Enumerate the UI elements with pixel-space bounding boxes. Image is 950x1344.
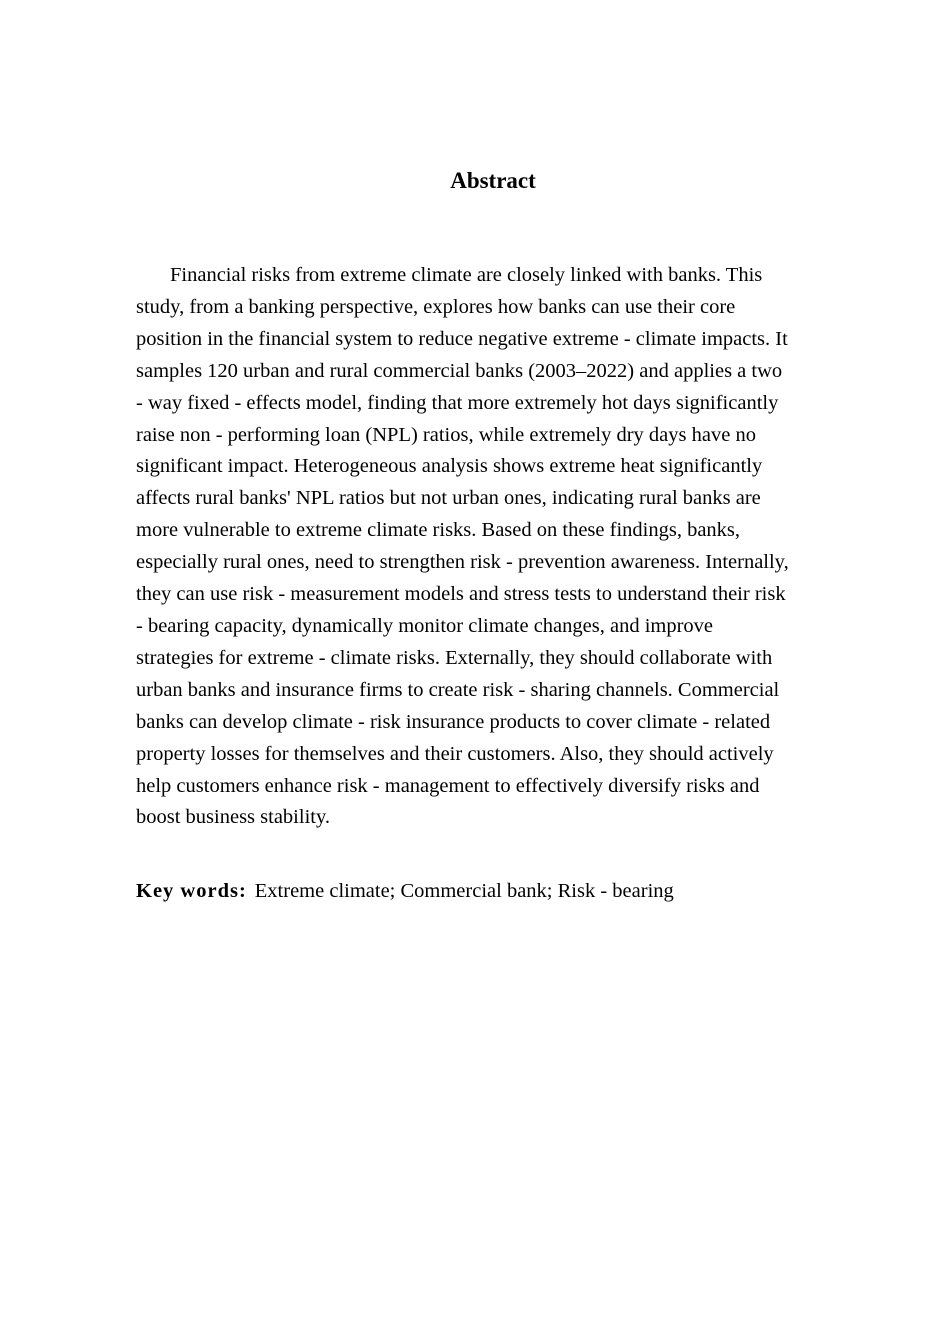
abstract-line: banks can develop climate - risk insurance products to cover climate - related [136,710,771,733]
abstract-line: they can use risk - measurement models and stress tests to understand their risk [136,583,786,606]
abstract-line: position in the financial system to reduce negative extreme - climate impacts. It [136,327,788,350]
abstract-line: urban banks and insurance firms to create risk - sharing channels. Commercial [136,678,780,701]
abstract-line: boost business stability. [136,806,330,829]
abstract-line: study, from a banking perspective, explores how banks can use their core [136,295,736,318]
abstract-line: Financial risks from extreme climate are closely linked with banks. This [170,264,763,286]
abstract-body [136,260,852,834]
keywords [136,876,674,908]
abstract-line: - bearing capacity, dynamically monitor climate changes, and improve [136,614,714,637]
abstract-line: affects rural banks' NPL ratios but not urban ones, indicating rural banks are [136,487,761,510]
keywords-text: Extreme climate; Commercial bank; Risk - bearing [254,880,674,902]
abstract-line: raise non - performing loan (NPL) ratios, while extremely dry days have no [136,423,756,446]
abstract-line: significant impact. Heterogeneous analysis shows extreme heat significantly [136,455,763,478]
abstract-line: strategies for extreme - climate risks. Externally, they should collaborate with [136,646,773,669]
keywords-label: Key words: [136,880,247,902]
abstract-line: help customers enhance risk - management to effectively diversify risks and [136,774,760,797]
abstract-line: more vulnerable to extreme climate risks. Based on these findings, banks, [136,519,741,542]
abstract-line: - way fixed - effects model, finding that more extremely hot days significantly [136,391,779,414]
abstract-title: Abstract [450,168,536,193]
abstract-line: especially rural ones, need to strengthen risk - prevention awareness. Internally, [136,551,789,574]
abstract-line: property losses for themselves and their customers. Also, they should actively [136,742,774,765]
abstract-line: samples 120 urban and rural commercial banks (2003–2022) and applies a two [136,359,783,382]
